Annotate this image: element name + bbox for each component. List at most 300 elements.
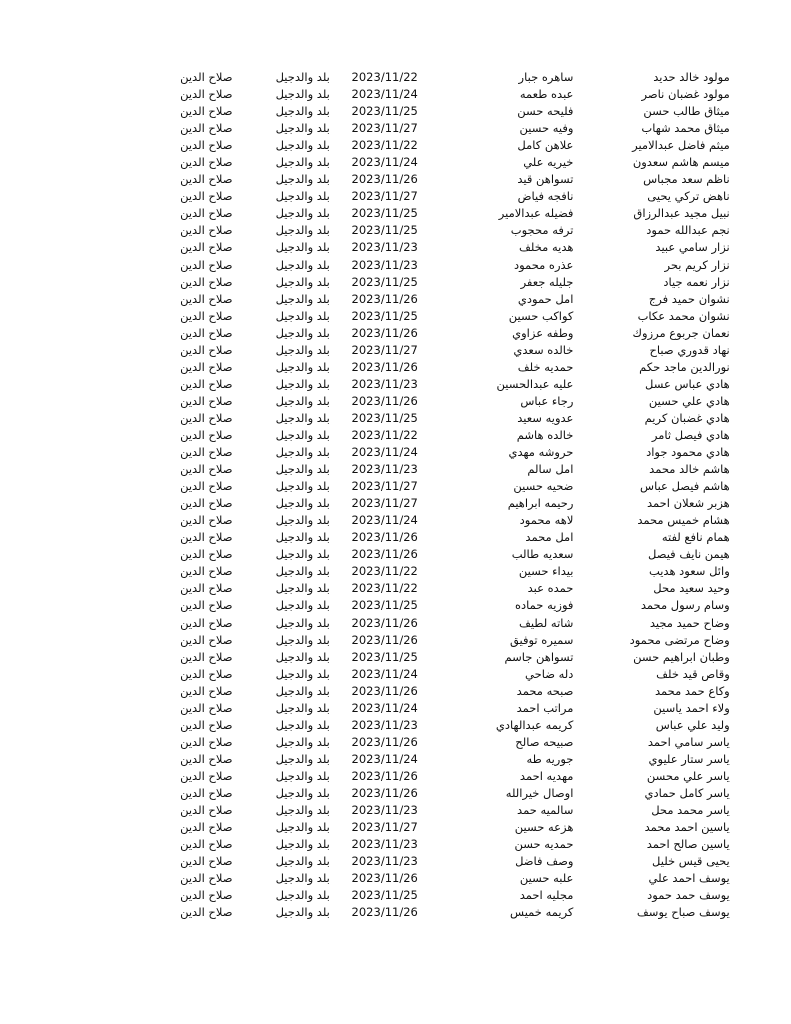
mother-name-cell: عليه عبدالحسين [496, 376, 574, 391]
district-cell: بلد والدجيل [275, 700, 330, 715]
mother-name-cell: كريمه عبدالهادي [495, 717, 574, 732]
district-cell: بلد والدجيل [275, 291, 330, 306]
full-name-cell: يوسف حمد حمود [647, 888, 730, 903]
district-cell: بلد والدجيل [275, 189, 330, 204]
full-name-cell: نهاد قدوري صباح [649, 342, 730, 357]
date-cell: 2023/11/26 [351, 530, 418, 545]
date-cell: 2023/11/25 [351, 649, 418, 664]
table-row [0, 819, 791, 836]
full-name-cell: هادي فيصل ثامر [651, 428, 730, 442]
mother-name-cell: هديه مخلف [519, 240, 574, 255]
table-row [0, 239, 791, 256]
province-cell: صلاح الدين [180, 803, 233, 818]
district-cell: بلد والدجيل [275, 803, 330, 818]
province-cell: صلاح الدين [180, 274, 233, 289]
province-cell: صلاح الدين [180, 462, 233, 477]
full-name-cell: نزار نعمه جياد [663, 274, 730, 289]
mother-name-cell: علبه حسين [519, 871, 574, 886]
table-row [0, 171, 791, 188]
date-cell: 2023/11/26 [351, 785, 418, 800]
date-cell: 2023/11/26 [351, 768, 418, 783]
province-cell: صلاح الدين [180, 666, 233, 681]
mother-name-cell: خالده هاشم [516, 428, 574, 442]
district-cell: بلد والدجيل [275, 462, 330, 477]
province-cell: صلاح الدين [180, 700, 233, 715]
date-cell: 2023/11/26 [351, 547, 418, 562]
province-cell: صلاح الدين [180, 717, 233, 732]
district-cell: بلد والدجيل [275, 871, 330, 886]
district-cell: بلد والدجيل [275, 666, 330, 681]
mother-name-cell: عذره محمود [513, 257, 574, 272]
table-row [0, 683, 791, 700]
table-row [0, 768, 791, 785]
mother-name-cell: سالميه حمد [517, 803, 574, 818]
table-row [0, 802, 791, 819]
full-name-cell: ميثم فاضل عبدالامير [632, 138, 730, 153]
province-cell: صلاح الدين [180, 172, 233, 187]
table-row [0, 529, 791, 546]
mother-name-cell: مجليه احمد [519, 888, 574, 903]
date-cell: 2023/11/24 [351, 513, 418, 528]
date-cell: 2023/11/23 [351, 462, 418, 477]
full-name-cell: وقاص قيد خلف [656, 666, 730, 681]
full-name-cell: وكاع حمد محمد [654, 683, 730, 698]
mother-name-cell: جوريه طه [526, 751, 574, 766]
date-cell: 2023/11/26 [351, 325, 418, 340]
province-cell: صلاح الدين [180, 615, 233, 630]
mother-name-cell: بيداء حسين [518, 564, 574, 579]
province-cell: صلاح الدين [180, 683, 233, 698]
district-cell: بلد والدجيل [275, 683, 330, 698]
table-row [0, 257, 791, 274]
table-row [0, 751, 791, 768]
date-cell: 2023/11/23 [351, 854, 418, 869]
mother-name-cell: ساهره جبار [518, 70, 574, 85]
mother-name-cell: حمده عبد [527, 581, 574, 596]
records-table [0, 69, 791, 921]
province-cell: صلاح الدين [180, 376, 233, 391]
table-row [0, 137, 791, 154]
full-name-cell: هادي عباس عسل [645, 376, 730, 391]
date-cell: 2023/11/27 [351, 496, 418, 511]
district-cell: بلد والدجيل [275, 445, 330, 460]
table-row [0, 666, 791, 683]
full-name-cell: ياسين احمد محمد [644, 820, 730, 835]
full-name-cell: وسام رسول محمد [640, 598, 730, 613]
province-cell: صلاح الدين [180, 530, 233, 545]
province-cell: صلاح الدين [180, 325, 233, 340]
district-cell: بلد والدجيل [275, 223, 330, 238]
mother-name-cell: كواكب حسين [508, 308, 574, 323]
full-name-cell: نجم عبدالله حمود [646, 223, 730, 238]
date-cell: 2023/11/24 [351, 700, 418, 715]
full-name-cell: ياسر علي محسن [646, 768, 730, 783]
district-cell: بلد والدجيل [275, 768, 330, 783]
province-cell: صلاح الدين [180, 564, 233, 579]
full-name-cell: هاشم فيصل عباس [640, 479, 730, 494]
province-cell: صلاح الدين [180, 768, 233, 783]
full-name-cell: نشوان محمد عكاب [637, 308, 730, 323]
mother-name-cell: خالده سعدي [513, 342, 574, 357]
date-cell: 2023/11/27 [351, 342, 418, 357]
district-cell: بلد والدجيل [275, 615, 330, 630]
district-cell: بلد والدجيل [275, 598, 330, 613]
mother-name-cell: ضحيه حسين [513, 479, 574, 494]
district-cell: بلد والدجيل [275, 905, 330, 920]
table-row [0, 444, 791, 461]
province-cell: صلاح الدين [180, 751, 233, 766]
full-name-cell: هادي محمود جواد [646, 445, 730, 460]
date-cell: 2023/11/23 [351, 376, 418, 391]
date-cell: 2023/11/24 [351, 751, 418, 766]
district-cell: بلد والدجيل [275, 155, 330, 170]
date-cell: 2023/11/27 [351, 189, 418, 204]
full-name-cell: ميثاق محمد شهاب [641, 121, 730, 136]
district-cell: بلد والدجيل [275, 206, 330, 221]
province-cell: صلاح الدين [180, 121, 233, 136]
date-cell: 2023/11/22 [351, 138, 418, 153]
district-cell: بلد والدجيل [275, 820, 330, 835]
table-row [0, 86, 791, 103]
mother-name-cell: حروشه مهدي [508, 445, 574, 460]
mother-name-cell: علاهن كامل [517, 138, 574, 153]
full-name-cell: نعمان جربوع مرزوك [632, 325, 730, 340]
table-row [0, 308, 791, 325]
district-cell: بلد والدجيل [275, 410, 330, 425]
full-name-cell: ياسر محمد محل [651, 803, 730, 818]
mother-name-cell: مراتب احمد [516, 700, 574, 715]
province-cell: صلاح الدين [180, 223, 233, 238]
mother-name-cell: تسواهن جاسم [504, 649, 574, 664]
date-cell: 2023/11/25 [351, 888, 418, 903]
district-cell: بلد والدجيل [275, 325, 330, 340]
full-name-cell: ولاء احمد ياسين [653, 700, 730, 715]
date-cell: 2023/11/23 [351, 803, 418, 818]
date-cell: 2023/11/22 [351, 70, 418, 85]
district-cell: بلد والدجيل [275, 257, 330, 272]
province-cell: صلاح الدين [180, 257, 233, 272]
table-row [0, 274, 791, 291]
province-cell: صلاح الدين [180, 905, 233, 920]
province-cell: صلاح الدين [180, 581, 233, 596]
table-row [0, 717, 791, 734]
full-name-cell: ناهض تركي يحيى [647, 189, 730, 204]
date-cell: 2023/11/26 [351, 683, 418, 698]
mother-name-cell: صبحه محمد [516, 683, 574, 698]
table-row [0, 904, 791, 921]
province-cell: صلاح الدين [180, 479, 233, 494]
province-cell: صلاح الدين [180, 632, 233, 647]
full-name-cell: وضاح حميد مجيد [649, 615, 730, 630]
table-row [0, 188, 791, 205]
date-cell: 2023/11/26 [351, 871, 418, 886]
date-cell: 2023/11/24 [351, 155, 418, 170]
district-cell: بلد والدجيل [275, 342, 330, 357]
table-row [0, 103, 791, 120]
full-name-cell: ياسر كامل حمادي [644, 785, 730, 800]
table-row [0, 410, 791, 427]
district-cell: بلد والدجيل [275, 581, 330, 596]
date-cell: 2023/11/27 [351, 479, 418, 494]
district-cell: بلد والدجيل [275, 888, 330, 903]
province-cell: صلاح الدين [180, 428, 233, 442]
province-cell: صلاح الدين [180, 734, 233, 749]
mother-name-cell: ترفه محجوب [510, 223, 574, 238]
mother-name-cell: سميره توفيق [509, 632, 574, 647]
mother-name-cell: امل محمد [525, 530, 574, 545]
province-cell: صلاح الدين [180, 393, 233, 408]
province-cell: صلاح الدين [180, 308, 233, 323]
district-cell: بلد والدجيل [275, 564, 330, 579]
mother-name-cell: خيريه علي [523, 155, 574, 170]
mother-name-cell: مهديه احمد [519, 768, 574, 783]
date-cell: 2023/11/27 [351, 121, 418, 136]
district-cell: بلد والدجيل [275, 138, 330, 153]
table-row [0, 427, 791, 444]
province-cell: صلاح الدين [180, 598, 233, 613]
district-cell: بلد والدجيل [275, 87, 330, 102]
district-cell: بلد والدجيل [275, 274, 330, 289]
full-name-cell: مولود خالد حديد [653, 70, 730, 85]
table-row [0, 120, 791, 137]
mother-name-cell: تسواهن قيد [517, 172, 574, 187]
full-name-cell: نزار كريم بحر [664, 257, 730, 272]
table-row [0, 615, 791, 632]
table-row [0, 734, 791, 751]
table-row [0, 393, 791, 410]
district-cell: بلد والدجيل [275, 649, 330, 664]
mother-name-cell: فوزيه حماده [515, 598, 574, 613]
full-name-cell: نزار سامي عبيد [655, 240, 730, 255]
table-row [0, 154, 791, 171]
full-name-cell: ياسر سامي احمد [647, 734, 730, 749]
table-row [0, 342, 791, 359]
district-cell: بلد والدجيل [275, 359, 330, 374]
district-cell: بلد والدجيل [275, 104, 330, 119]
table-row [0, 325, 791, 342]
table-row [0, 649, 791, 666]
table-row [0, 597, 791, 614]
province-cell: صلاح الدين [180, 189, 233, 204]
province-cell: صلاح الدين [180, 888, 233, 903]
mother-name-cell: اوصال خيرالله [505, 785, 574, 800]
mother-name-cell: كريمه خميس [510, 905, 574, 920]
mother-name-cell: رجاء عباس [520, 393, 574, 408]
full-name-cell: نورالدين ماجد حكم [639, 359, 730, 374]
province-cell: صلاح الدين [180, 837, 233, 852]
mother-name-cell: حمديه خلف [517, 359, 574, 374]
province-cell: صلاح الدين [180, 359, 233, 374]
district-cell: بلد والدجيل [275, 393, 330, 408]
full-name-cell: هاشم خالد محمد [649, 462, 730, 477]
mother-name-cell: عبده طعمه [519, 87, 574, 102]
district-cell: بلد والدجيل [275, 717, 330, 732]
district-cell: بلد والدجيل [275, 734, 330, 749]
date-cell: 2023/11/22 [351, 564, 418, 579]
district-cell: بلد والدجيل [275, 530, 330, 545]
date-cell: 2023/11/25 [351, 308, 418, 323]
province-cell: صلاح الدين [180, 785, 233, 800]
date-cell: 2023/11/26 [351, 615, 418, 630]
district-cell: بلد والدجيل [275, 513, 330, 528]
table-row [0, 632, 791, 649]
date-cell: 2023/11/26 [351, 905, 418, 920]
province-cell: صلاح الدين [180, 547, 233, 562]
province-cell: صلاح الدين [180, 445, 233, 460]
date-cell: 2023/11/26 [351, 632, 418, 647]
mother-name-cell: فليحه حسن [517, 104, 574, 119]
district-cell: بلد والدجيل [275, 308, 330, 323]
full-name-cell: هادي غضبان كريم [644, 410, 730, 425]
full-name-cell: ميثاق طالب حسن [643, 104, 730, 119]
table-row [0, 69, 791, 86]
province-cell: صلاح الدين [180, 206, 233, 221]
table-row [0, 376, 791, 393]
table-row [0, 836, 791, 853]
table-row [0, 359, 791, 376]
full-name-cell: همام نافع لفته [661, 530, 730, 545]
date-cell: 2023/11/24 [351, 666, 418, 681]
mother-name-cell: امل سالم [527, 462, 574, 477]
mother-name-cell: سعديه طالب [511, 547, 574, 562]
date-cell: 2023/11/22 [351, 428, 418, 442]
province-cell: صلاح الدين [180, 496, 233, 511]
date-cell: 2023/11/23 [351, 717, 418, 732]
date-cell: 2023/11/26 [351, 734, 418, 749]
date-cell: 2023/11/23 [351, 837, 418, 852]
records-body [0, 69, 791, 921]
full-name-cell: ياسين صالح احمد [646, 837, 730, 852]
district-cell: بلد والدجيل [275, 547, 330, 562]
table-row [0, 580, 791, 597]
province-cell: صلاح الدين [180, 342, 233, 357]
province-cell: صلاح الدين [180, 138, 233, 153]
full-name-cell: هشام خميس محمد [637, 513, 730, 528]
date-cell: 2023/11/25 [351, 104, 418, 119]
district-cell: بلد والدجيل [275, 428, 330, 442]
mother-name-cell: فضيله عبدالامير [498, 206, 574, 221]
mother-name-cell: وصف فاضل [515, 854, 574, 869]
district-cell: بلد والدجيل [275, 172, 330, 187]
province-cell: صلاح الدين [180, 155, 233, 170]
mother-name-cell: امل حمودي [517, 291, 574, 306]
full-name-cell: وليد علي عباس [655, 717, 730, 732]
province-cell: صلاح الدين [180, 240, 233, 255]
table-row [0, 478, 791, 495]
province-cell: صلاح الدين [180, 820, 233, 835]
date-cell: 2023/11/23 [351, 240, 418, 255]
table-row [0, 700, 791, 717]
full-name-cell: هزبر شعلان احمد [647, 496, 730, 511]
date-cell: 2023/11/26 [351, 172, 418, 187]
full-name-cell: يحيى قيس خليل [652, 854, 730, 869]
district-cell: بلد والدجيل [275, 376, 330, 391]
full-name-cell: هيمن نايف فيصل [648, 547, 730, 562]
mother-name-cell: شاته لطيف [518, 615, 574, 630]
date-cell: 2023/11/27 [351, 820, 418, 835]
province-cell: صلاح الدين [180, 513, 233, 528]
district-cell: بلد والدجيل [275, 632, 330, 647]
mother-name-cell: هزعه حسين [514, 820, 574, 835]
date-cell: 2023/11/25 [351, 274, 418, 289]
table-row [0, 785, 791, 802]
mother-name-cell: لاهه محمود [519, 513, 574, 528]
table-row [0, 853, 791, 870]
district-cell: بلد والدجيل [275, 751, 330, 766]
full-name-cell: ميسم هاشم سعدون [632, 155, 730, 170]
district-cell: بلد والدجيل [275, 240, 330, 255]
mother-name-cell: نافجه فياض [517, 189, 574, 204]
mother-name-cell: حمديه حسن [514, 837, 574, 852]
date-cell: 2023/11/25 [351, 223, 418, 238]
province-cell: صلاح الدين [180, 649, 233, 664]
date-cell: 2023/11/24 [351, 445, 418, 460]
district-cell: بلد والدجيل [275, 496, 330, 511]
full-name-cell: هادي علي حسين [648, 393, 730, 408]
full-name-cell: يوسف صباح يوسف [636, 905, 730, 920]
date-cell: 2023/11/26 [351, 393, 418, 408]
province-cell: صلاح الدين [180, 410, 233, 425]
table-row [0, 887, 791, 904]
district-cell: بلد والدجيل [275, 479, 330, 494]
province-cell: صلاح الدين [180, 104, 233, 119]
district-cell: بلد والدجيل [275, 121, 330, 136]
province-cell: صلاح الدين [180, 854, 233, 869]
date-cell: 2023/11/26 [351, 359, 418, 374]
table-row [0, 222, 791, 239]
table-row [0, 461, 791, 478]
table-row [0, 546, 791, 563]
full-name-cell: وطبان ابراهيم حسن [633, 649, 730, 664]
full-name-cell: مولود غضبان ناصر [641, 87, 730, 102]
full-name-cell: وائل سعود هديب [648, 564, 730, 579]
date-cell: 2023/11/26 [351, 291, 418, 306]
district-cell: بلد والدجيل [275, 785, 330, 800]
mother-name-cell: وفيه حسين [519, 121, 574, 136]
full-name-cell: وضاح مرتضى محمود [629, 632, 730, 647]
full-name-cell: يوسف احمد علي [648, 871, 730, 886]
district-cell: بلد والدجيل [275, 70, 330, 85]
district-cell: بلد والدجيل [275, 854, 330, 869]
table-row [0, 563, 791, 580]
mother-name-cell: رحيمه ابراهيم [507, 496, 574, 511]
province-cell: صلاح الدين [180, 70, 233, 85]
province-cell: صلاح الدين [180, 87, 233, 102]
full-name-cell: ياسر ستار عليوي [648, 751, 730, 766]
table-row [0, 205, 791, 222]
full-name-cell: نبيل مجيد عبدالرزاق [633, 206, 730, 221]
table-row [0, 512, 791, 529]
full-name-cell: ناظم سعد مجباس [643, 172, 730, 187]
mother-name-cell: عدويه سعيد [517, 410, 574, 425]
date-cell: 2023/11/25 [351, 206, 418, 221]
province-cell: صلاح الدين [180, 291, 233, 306]
table-row [0, 870, 791, 887]
province-cell: صلاح الدين [180, 871, 233, 886]
mother-name-cell: دله ضاحي [525, 666, 574, 681]
table-row [0, 495, 791, 512]
district-cell: بلد والدجيل [275, 837, 330, 852]
date-cell: 2023/11/25 [351, 598, 418, 613]
date-cell: 2023/11/25 [351, 410, 418, 425]
full-name-cell: وحيد سعيد محل [653, 581, 730, 596]
mother-name-cell: وطفه عزاوي [512, 325, 574, 340]
full-name-cell: نشوان حميد فرج [648, 291, 730, 306]
mother-name-cell: جليله جعفر [520, 274, 574, 289]
mother-name-cell: صبيحه صالح [515, 734, 574, 749]
date-cell: 2023/11/24 [351, 87, 418, 102]
date-cell: 2023/11/23 [351, 257, 418, 272]
